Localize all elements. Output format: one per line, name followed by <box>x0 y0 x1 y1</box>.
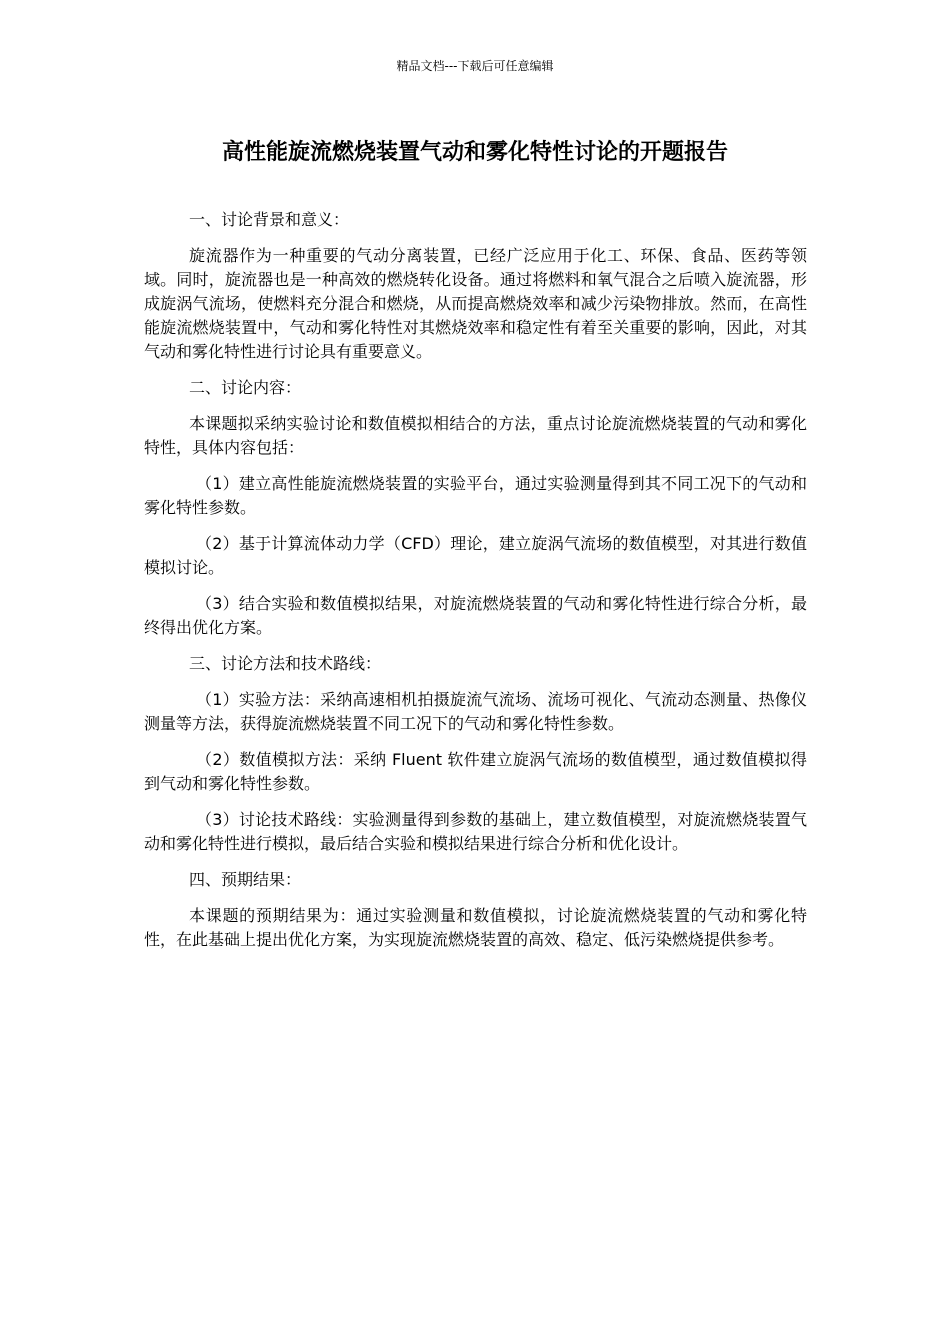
list-item-method-2: （2）数值模拟方法：采纳 Fluent 软件建立旋涡气流场的数值模型，通过数值模拟得到气动和雾化特性参数。 <box>144 750 807 793</box>
section-heading-methods: 三、讨论方法和技术路线： <box>189 654 382 673</box>
page-header: 精品文档---下载后可任意编辑 <box>396 59 554 73</box>
list-item-content-1: （1）建立高性能旋流燃烧装置的实验平台，通过实验测量得到其不同工况下的气动和雾化特性参数。 <box>144 474 807 517</box>
list-item-method-3: （3）讨论技术路线：实验测量得到参数的基础上，建立数值模型，对旋流燃烧装置气动和雾化特性进行模拟，最后结合实验和模拟结果进行综合分析和优化设计。 <box>144 810 807 853</box>
section-heading-background: 一、讨论背景和意义： <box>189 210 350 229</box>
paragraph-content-intro: 本课题拟采纳实验讨论和数值模拟相结合的方法，重点讨论旋流燃烧装置的气动和雾化特性，具体内容包括： <box>144 414 807 457</box>
paragraph-results: 本课题的预期结果为：通过实验测量和数值模拟，讨论旋流燃烧装置的气动和雾化特性，在此基础上提出优化方案，为实现旋流燃烧装置的高效、稳定、低污染燃烧提供参考。 <box>144 906 807 949</box>
list-item-content-3: （3）结合实验和数值模拟结果，对旋流燃烧装置的气动和雾化特性进行综合分析，最终得出优化方案。 <box>144 594 807 637</box>
paragraph-background: 旋流器作为一种重要的气动分离装置，已经广泛应用于化工、环保、食品、医药等领域。同时，旋流器也是一种高效的燃烧转化设备。通过将燃料和氧气混合之后喷入旋流器，形成旋涡气流场，使燃料充分混合和燃烧，从而提高燃烧效率和减少污染物排放。然而，在高性能旋流燃烧装置中，气动和雾化特性对其燃烧效率和稳定性有着至关重要的影响，因此，对其气动和雾化特性进行讨论具有重要意义。 <box>144 246 807 361</box>
list-item-content-2: （2）基于计算流体动力学（CFD）理论，建立旋涡气流场的数值模型，对其进行数值模拟讨论。 <box>144 534 807 577</box>
section-heading-content: 二、讨论内容： <box>189 378 302 397</box>
list-item-method-1: （1）实验方法：采纳高速相机拍摄旋流气流场、流场可视化、气流动态测量、热像仪测量等方法，获得旋流燃烧装置不同工况下的气动和雾化特性参数。 <box>144 690 807 733</box>
document-body <box>144 208 807 964</box>
section-heading-results: 四、预期结果： <box>189 870 302 889</box>
document-title: 高性能旋流燃烧装置气动和雾化特性讨论的开题报告 <box>221 140 728 165</box>
